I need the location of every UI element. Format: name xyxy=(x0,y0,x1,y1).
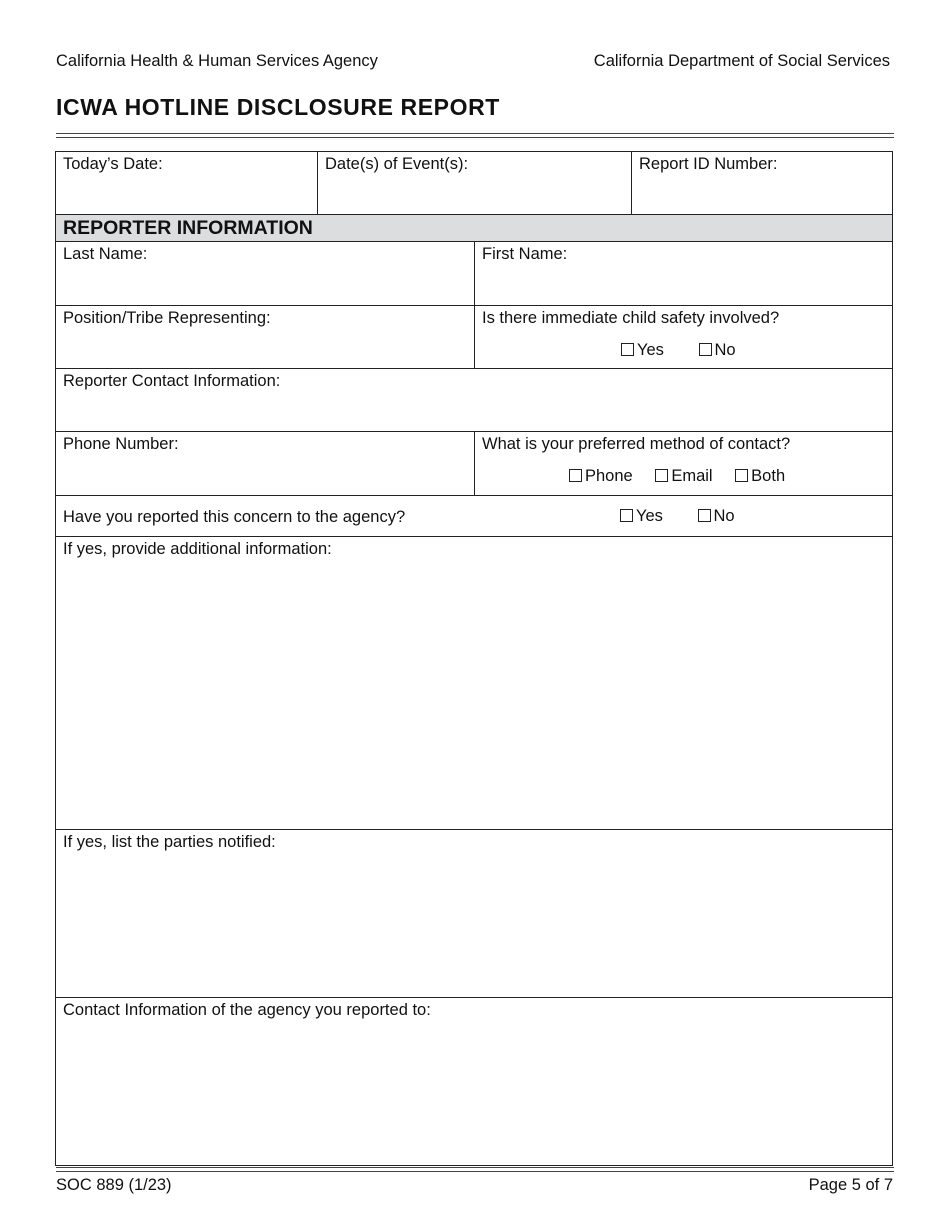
first-name-field[interactable] xyxy=(474,242,892,305)
page-title: ICWA HOTLINE DISCLOSURE REPORT xyxy=(56,94,500,120)
reported-question: Have you reported this concern to the agency? xyxy=(63,508,406,526)
agency-contact-label: Contact Information of the agency you reported to: xyxy=(63,1001,431,1019)
last-name-field[interactable] xyxy=(56,242,475,305)
reported-no-option[interactable]: No xyxy=(698,507,735,526)
reported-cell xyxy=(56,496,892,536)
reporter-contact-label: Reporter Contact Information: xyxy=(63,372,281,390)
preferred-contact-question: What is your preferred method of contact? xyxy=(482,435,791,453)
parties-notified-row xyxy=(56,830,892,998)
reported-yes-option[interactable]: Yes xyxy=(620,507,663,526)
last-name-label: Last Name: xyxy=(63,245,148,263)
contact-email-option[interactable]: Email xyxy=(655,467,712,486)
child-safety-yes-option[interactable]: Yes xyxy=(621,341,664,360)
reporter-contact-field[interactable] xyxy=(56,369,892,431)
todays-date-label: Today’s Date: xyxy=(63,155,163,173)
preferred-contact-options xyxy=(569,467,785,486)
contact-phone-option[interactable]: Phone xyxy=(569,467,633,486)
first-name-label: First Name: xyxy=(482,245,568,263)
agency-name: California Health & Human Services Agency xyxy=(56,52,378,70)
agency-contact-row xyxy=(56,998,892,1165)
agency-contact-field[interactable] xyxy=(56,998,892,1165)
section-heading-reporter: REPORTER INFORMATION xyxy=(56,215,892,242)
checkbox[interactable] xyxy=(655,469,668,482)
checkbox[interactable] xyxy=(698,509,711,522)
parties-notified-label: If yes, list the parties notified: xyxy=(63,833,276,851)
checkbox[interactable] xyxy=(621,343,634,356)
additional-info-row xyxy=(56,537,892,830)
page-number: Page 5 of 7 xyxy=(808,1176,893,1194)
footer-divider xyxy=(56,1167,894,1172)
report-form xyxy=(55,151,893,1166)
header-divider xyxy=(56,133,894,138)
todays-date-field[interactable] xyxy=(56,152,318,214)
phone-number-label: Phone Number: xyxy=(63,435,179,453)
checkbox[interactable] xyxy=(569,469,582,482)
parties-notified-field[interactable] xyxy=(56,830,892,997)
child-safety-cell xyxy=(474,306,892,368)
position-label: Position/Tribe Representing: xyxy=(63,309,271,327)
checkbox[interactable] xyxy=(699,343,712,356)
report-id-label: Report ID Number: xyxy=(639,155,778,173)
checkbox[interactable] xyxy=(735,469,748,482)
report-id-field[interactable] xyxy=(631,152,892,214)
position-field[interactable] xyxy=(56,306,475,368)
contact-info-row xyxy=(56,369,892,432)
reported-options xyxy=(620,507,735,526)
phone-row xyxy=(56,432,892,496)
child-safety-options xyxy=(621,341,736,360)
child-safety-question: Is there immediate child safety involved? xyxy=(482,309,780,327)
dates-of-events-field[interactable] xyxy=(317,152,632,214)
reported-row xyxy=(56,496,892,537)
preferred-contact-cell xyxy=(474,432,892,495)
department-name: California Department of Social Services xyxy=(593,52,890,70)
additional-info-label: If yes, provide additional information: xyxy=(63,540,332,558)
top-info-row xyxy=(56,152,892,215)
form-number: SOC 889 (1/23) xyxy=(56,1176,172,1194)
name-row xyxy=(56,242,892,306)
additional-info-field[interactable] xyxy=(56,537,892,829)
dates-of-events-label: Date(s) of Event(s): xyxy=(325,155,469,173)
contact-both-option[interactable]: Both xyxy=(735,467,785,486)
child-safety-no-option[interactable]: No xyxy=(699,341,736,360)
position-row xyxy=(56,306,892,369)
checkbox[interactable] xyxy=(620,509,633,522)
phone-number-field[interactable] xyxy=(56,432,475,495)
